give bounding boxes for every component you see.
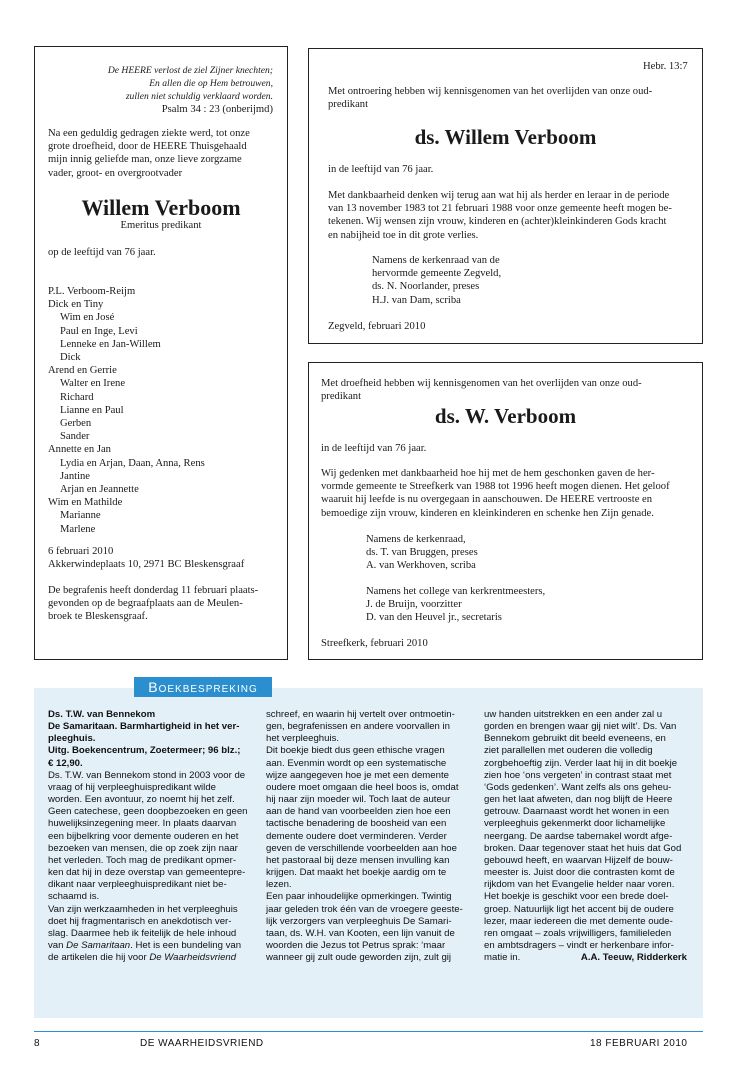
- place-date: Zegveld, februari 2010: [328, 321, 426, 332]
- review-line: Ds. T.W. van Bennekom stond in 2003 voor de: [48, 769, 246, 781]
- review-line: Bennekom gebruikt dit beeld eveneens, en: [484, 733, 666, 745]
- book-title-inline: De Samaritaan: [66, 939, 131, 951]
- review-line: bezoeken van mensen, die op zoek zijn naar: [48, 842, 238, 854]
- reviewer-name: A.A. Teeuw, Ridderkerk: [580, 952, 687, 964]
- family-member: Lydia en Arjan, Daan, Anna, Rens: [60, 457, 205, 469]
- book-title: De Samaritaan. Barmhartigheid in het ver-: [48, 721, 240, 733]
- review-column-1: [48, 709, 248, 964]
- book-price: € 12,90.: [48, 757, 83, 769]
- review-line: jaar geleden trok één van de vroegere geeste-: [266, 903, 463, 915]
- family-member: Richard: [60, 391, 94, 403]
- deceased-title: Emeritus predikant: [120, 220, 202, 231]
- review-line: zorgbehoeftig zijn. Verder laat hij in dit boekje: [484, 757, 678, 769]
- quote-line: zullen niet schuldig verklaard worden.: [125, 91, 273, 102]
- review-line: aan. Evenmin wordt op een systematische: [266, 757, 447, 769]
- review-line: gorden en brengen waar gij niet wilt’. Ds. Van: [484, 721, 677, 733]
- deceased-name: Willem Verboom: [81, 195, 241, 220]
- intro-text: [328, 85, 652, 111]
- body-line: tekenen. Wij wensen zijn vrouw, kinderen en (achter)kleinkinderen Gods kracht: [328, 216, 667, 228]
- body-line: Wij gedenken met dankbaarheid hoe hij met de hem geschonken gaven de her-: [321, 468, 655, 479]
- review-line: oudere moet omgaan die heel boos is, omdat: [266, 781, 459, 793]
- family-member: Marlene: [60, 523, 96, 535]
- body-line: bemoedige zijn vrouw, kinderen en kleinkinderen en schenke hen Zijn genade.: [321, 507, 654, 519]
- page-number: 8: [34, 1038, 41, 1049]
- text-run: van: [48, 939, 67, 951]
- funeral-text: [48, 584, 258, 624]
- family-member: Marianne: [60, 510, 101, 522]
- intro-text: [321, 377, 642, 403]
- family-member: Annette en Jan: [48, 444, 111, 456]
- signers-kerkrentmeesters: [366, 585, 545, 625]
- review-line: uw handen uitstrekken en een ander zal u: [484, 709, 663, 720]
- family-member: Sander: [60, 431, 90, 443]
- review-line: schaamd is.: [48, 891, 100, 903]
- review-line: tactische benadering de boosheid van een: [266, 818, 447, 830]
- review-line: gen het laat afweten, dan nog blijft de Heere: [484, 794, 673, 806]
- review-line: Het boekje is geschikt voor een brede doel-: [484, 891, 669, 903]
- quote-reference: Psalm 34 : 23 (onberijmd): [161, 104, 273, 115]
- signer-line: Namens het college van kerkrentmeesters,: [366, 586, 546, 597]
- review-line: krijgen. Dat maakt het boekje aardig om te: [266, 867, 447, 879]
- family-member: Lianne en Paul: [60, 404, 124, 416]
- review-line: ziet parallellen met ouderen die volledig: [484, 745, 653, 757]
- body-line: van 13 november 1983 tot 21 februari 1988 voor onze gemeente heeft mogen be-: [328, 203, 672, 215]
- intro-text: [48, 127, 250, 180]
- review-line: vraag of hij verpleeghuispredikant wilde: [48, 781, 216, 793]
- intro-line: predikant: [328, 99, 369, 111]
- family-member: Walter en Irene: [60, 378, 126, 390]
- text-run: . Het is een bundeling van: [130, 939, 242, 951]
- review-line: het verpleeghuis.: [266, 733, 340, 745]
- review-line: gebouwd heeft, en waarvan Hijzelf de bouw-: [484, 854, 673, 866]
- family-member: Arjan en Jeannette: [60, 484, 139, 496]
- book-author: Ds. T.W. van Bennekom: [48, 709, 156, 720]
- quote-line: De HEERE verlost de ziel Zijner knechten;: [107, 65, 273, 76]
- review-line: lezen.: [266, 879, 292, 891]
- intro-line: Met droefheid hebben wij kennisgenomen van het overlijden van onze oud-: [321, 378, 642, 389]
- date-text: 6 februari 2010: [48, 546, 114, 557]
- body-line: en nabijheid toe in dit grote verlies.: [328, 229, 479, 241]
- signer-line: D. van den Heuvel jr., secretaris: [366, 612, 502, 624]
- section-label: Boekbespreking: [134, 677, 272, 697]
- review-line: taan, ds. W.H. van Kooten, een lijn vanuit de: [266, 927, 455, 939]
- body-text: [321, 467, 670, 520]
- review-line: matie in.: [484, 952, 521, 964]
- footer-divider: [34, 1031, 703, 1032]
- address-text: Akkerwindeplaats 10, 2971 BC Bleskensgraaf: [48, 559, 245, 570]
- bible-reference: Hebr. 13:7: [643, 61, 688, 72]
- review-column-2: [266, 709, 463, 964]
- family-member: Dick en Tiny: [48, 299, 104, 311]
- family-member: Paul en Inge, Levi: [60, 325, 138, 337]
- review-line: ‘Gods gedenken’. Want zelfs als ons geheu-: [484, 781, 672, 793]
- review-line: en ambtsdragers – vindt er herkenbare infor-: [484, 939, 674, 951]
- signer-line: ds. T. van Bruggen, preses: [366, 547, 478, 559]
- signer-line: J. de Bruijn, voorzitter: [366, 599, 462, 611]
- body-line: waaruit hij leefde is nu overgegaan in aanschouwen. De HEERE vertrooste en: [321, 494, 653, 506]
- review-line: rijkdom van het Evangelie helder naar voren.: [484, 879, 675, 891]
- review-line: slag. Daarmee heb ik feitelijk de hele inhoud: [48, 927, 237, 939]
- family-member: Wim en Mathilde: [48, 497, 123, 509]
- review-line: [48, 952, 248, 964]
- review-line: gen, begrafenissen en andere voorvallen in: [266, 721, 451, 733]
- signer-line: hervormde gemeente Zegveld,: [372, 268, 502, 280]
- review-line: doet hij fragmentarisch en anekdotisch ver-: [48, 915, 232, 927]
- intro-line: Met ontroering hebben wij kennisgenomen van het overlijden van onze oud-: [328, 86, 653, 97]
- review-line: groep. Natuurlijk ligt het accent bij de oudere: [484, 903, 674, 915]
- review-line: zien hoe ‘ons vergeten’ in contrast staat met: [484, 769, 672, 781]
- review-line: aan de hand van voorbeelden zien hoe een: [266, 806, 451, 818]
- age-text: op de leeftijd van 76 jaar.: [48, 247, 156, 258]
- family-list: [48, 285, 205, 536]
- age-text: in de leeftijd van 76 jaar.: [321, 443, 427, 454]
- review-line: [48, 940, 248, 952]
- review-line: lijk verzorgers van verpleeghuis De Samari-: [266, 915, 452, 927]
- review-line: dikant naar verpleeghuispredikant niet be-: [48, 879, 227, 891]
- funeral-line: gevonden op de begraafplaats aan de Meulen-: [48, 598, 243, 610]
- review-line: verpleeghuis gekenmerkt door lichamelijke: [484, 818, 666, 830]
- deceased-name: ds. W. Verboom: [434, 404, 577, 428]
- review-line: een bijbelkring voor demente ouderen en het: [48, 830, 239, 842]
- review-text: [484, 709, 687, 952]
- quote-block: [40, 64, 273, 116]
- issue-date: 18 FEBRUARI 2010: [590, 1038, 688, 1049]
- book-title: pleeghuis.: [48, 733, 96, 745]
- magazine-name: DE WAARHEIDSVRIEND: [140, 1038, 264, 1049]
- review-line: Een paar inhoudelijke opmerkingen. Twintig: [266, 891, 452, 903]
- intro-line: mijn innig geliefde man, onze lieve zorgzame: [48, 154, 242, 166]
- review-line: wijze aangegeven hoe je met een demente: [266, 769, 449, 781]
- review-line: schreef, en waarin hij vertelt over ontmoetin-: [266, 709, 455, 720]
- body-text: [328, 189, 672, 242]
- review-text: [48, 770, 248, 940]
- review-line: Geen catechese, geen doopbezoeken en geen: [48, 806, 248, 818]
- review-line: geven de verschillende voorbeelden aan hoe: [266, 842, 457, 854]
- review-line: ken dat hij in deze overstap van gemeentepre-: [48, 867, 246, 879]
- review-line: huwelijksinzegening meer. In plaats daarvan: [48, 818, 237, 830]
- review-column-3: [484, 709, 687, 964]
- text-run: de artikelen die hij voor: [48, 952, 150, 964]
- book-publisher: Uitg. Boekencentrum, Zoetermeer; 96 blz.;: [48, 745, 241, 757]
- quote-line: En allen die op Hem betrouwen,: [149, 78, 273, 89]
- family-member: P.L. Verboom-Reijm: [48, 286, 136, 297]
- review-line: demente oudere doet verminderen. Verder: [266, 830, 447, 842]
- review-closing: [484, 952, 687, 964]
- family-member: Dick: [60, 352, 81, 364]
- review-line: getrouw. Daarnaast wordt het wonen in een: [484, 806, 670, 818]
- funeral-line: De begrafenis heeft donderdag 11 februari plaats-: [48, 585, 259, 596]
- review-line: ren omgaat – zoals vrijwilligers, familieleden: [484, 927, 672, 939]
- review-line: neergang. De aardse tabernakel wordt afge-: [484, 830, 673, 842]
- deceased-name: ds. Willem Verboom: [414, 125, 597, 149]
- review-line: het verleden. Toch mag de predikant opmer-: [48, 854, 237, 866]
- body-line: Met dankbaarheid denken wij terug aan wat hij als herder en leraar in de periode: [328, 190, 670, 201]
- funeral-line: broek te Bleskensgraaf.: [48, 611, 148, 623]
- signers: [372, 254, 501, 307]
- review-line: Van zijn werkzaamheden in het verpleeghuis: [48, 903, 238, 915]
- family-member: Jantine: [60, 470, 91, 482]
- body-line: vormde gemeente te Streefkerk van 1988 tot 1996 heeft mogen dienen. Het geloof: [321, 481, 670, 493]
- signers-kerkenraad: [366, 533, 478, 573]
- signer-line: A. van Werkhoven, scriba: [366, 560, 476, 572]
- intro-line: grote droefheid, door de HEERE Thuisgehaald: [48, 141, 247, 153]
- family-member: Lenneke en Jan-Willem: [60, 338, 161, 350]
- magazine-inline: De Waarheidsvriend: [149, 952, 237, 964]
- family-member: Gerben: [60, 418, 92, 430]
- review-line: woorden die Jezus tot Petrus sprak: ‘maar: [266, 939, 446, 951]
- family-member: Arend en Gerrie: [48, 365, 117, 377]
- signer-line: Namens de kerkenraad van de: [372, 255, 500, 266]
- intro-line: vader, groot- en overgrootvader: [48, 167, 183, 179]
- review-line: Dit boekje biedt dus geen ethische vragen: [266, 745, 445, 757]
- age-text: in de leeftijd van 76 jaar.: [328, 164, 434, 175]
- place-date: Streefkerk, februari 2010: [321, 638, 428, 649]
- review-line: worden. Een avontuur, zo noemt hij het zelf.: [48, 794, 235, 806]
- review-line: lezer, maar iedereen die met demente oude-: [484, 915, 673, 927]
- review-line: broken. Daar tegenover staat het huis dat God: [484, 842, 682, 854]
- review-line: meester is. Juist door die contrasten komt de: [484, 867, 675, 879]
- family-member: Wim en José: [60, 312, 115, 324]
- intro-line: Na een geduldig gedragen ziekte werd, tot onze: [48, 128, 250, 139]
- intro-line: predikant: [321, 391, 362, 403]
- signer-line: H.J. van Dam, scriba: [372, 294, 461, 306]
- signer-line: Namens de kerkenraad,: [366, 534, 466, 545]
- signer-line: ds. N. Noorlander, preses: [372, 281, 480, 293]
- review-line: hij naar zijn moeder wil. Toch laat de auteur: [266, 794, 451, 806]
- review-line: het pastoraal bij deze mensen invulling kan: [266, 854, 450, 866]
- review-line: wanneer gij zult oude geworden zijn, zult gij: [266, 952, 452, 964]
